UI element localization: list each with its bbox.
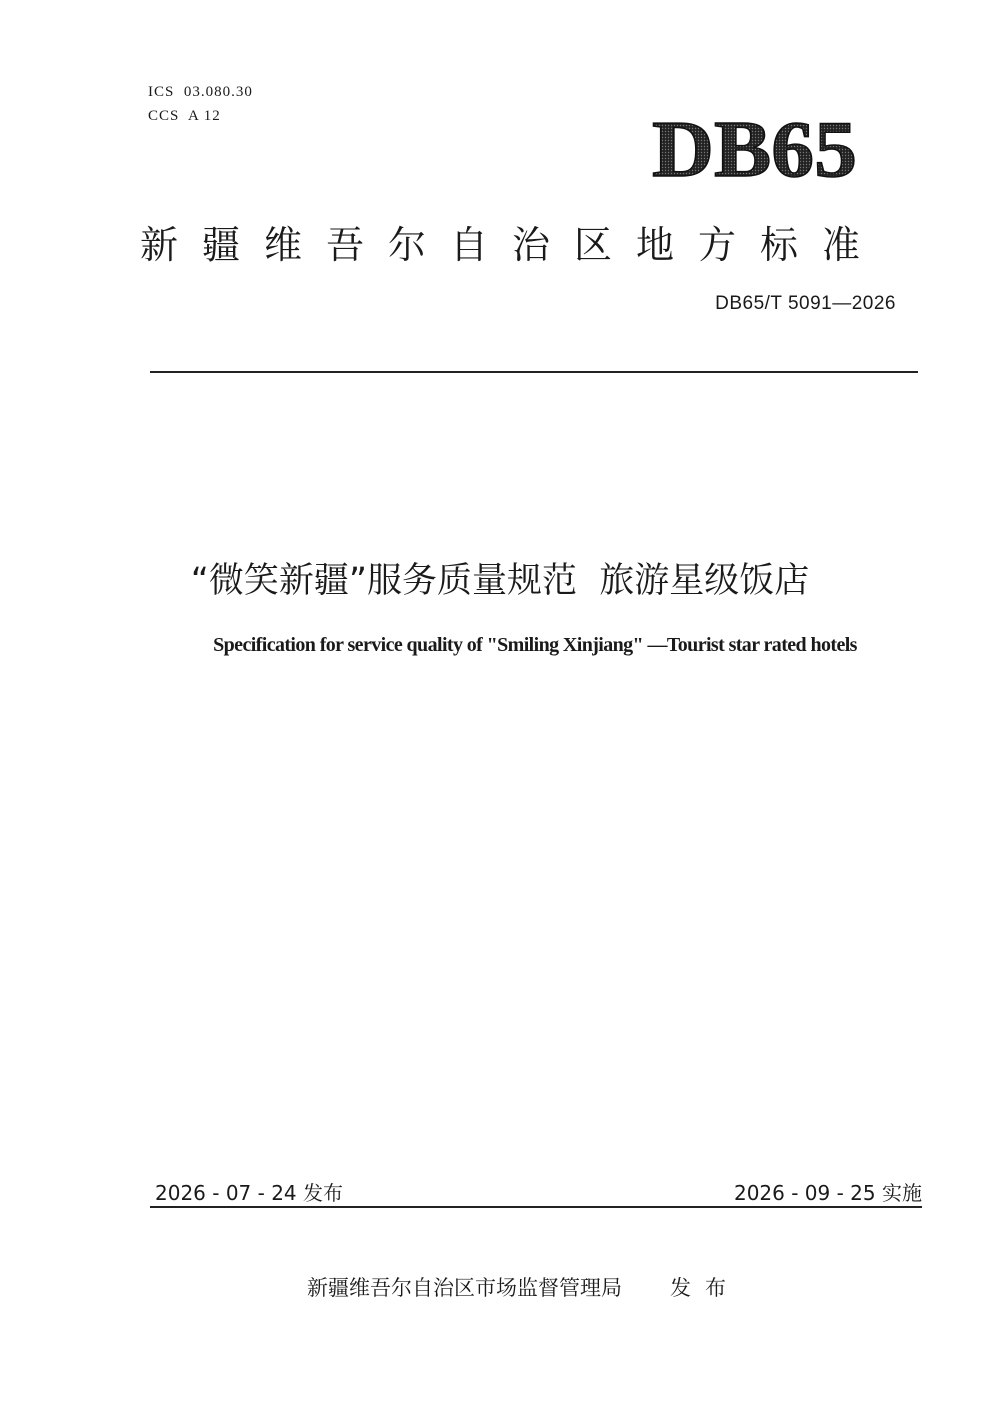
- document-title-english: Specification for service quality of "Smiling Xinjiang" —Tourist star rated hotels: [213, 634, 857, 656]
- document-title-chinese: “微笑新疆”服务质量规范 旅游星级饭店: [190, 561, 810, 601]
- ics-code: ICS 03.080.30: [148, 84, 253, 100]
- top-divider: [150, 371, 918, 373]
- standard-category-title: 新疆维吾尔自治区地方标准: [140, 223, 885, 267]
- classification-codes: [148, 80, 253, 128]
- bottom-divider: [150, 1206, 922, 1208]
- standard-number: DB65/T 5091—2026: [715, 293, 896, 314]
- issuer-verb: 发布: [670, 1276, 740, 1300]
- svg-text:DB65: DB65: [652, 112, 857, 186]
- issuing-authority: [307, 1272, 740, 1302]
- implementation-date: 2026 - 09 - 25 实施: [733, 1181, 922, 1205]
- ccs-code: CCS A 12: [148, 108, 221, 124]
- issuer-name: 新疆维吾尔自治区市场监督管理局: [307, 1276, 622, 1300]
- db65-logo: [652, 112, 862, 186]
- publish-date: 2026 - 07 - 24 发布: [155, 1181, 344, 1205]
